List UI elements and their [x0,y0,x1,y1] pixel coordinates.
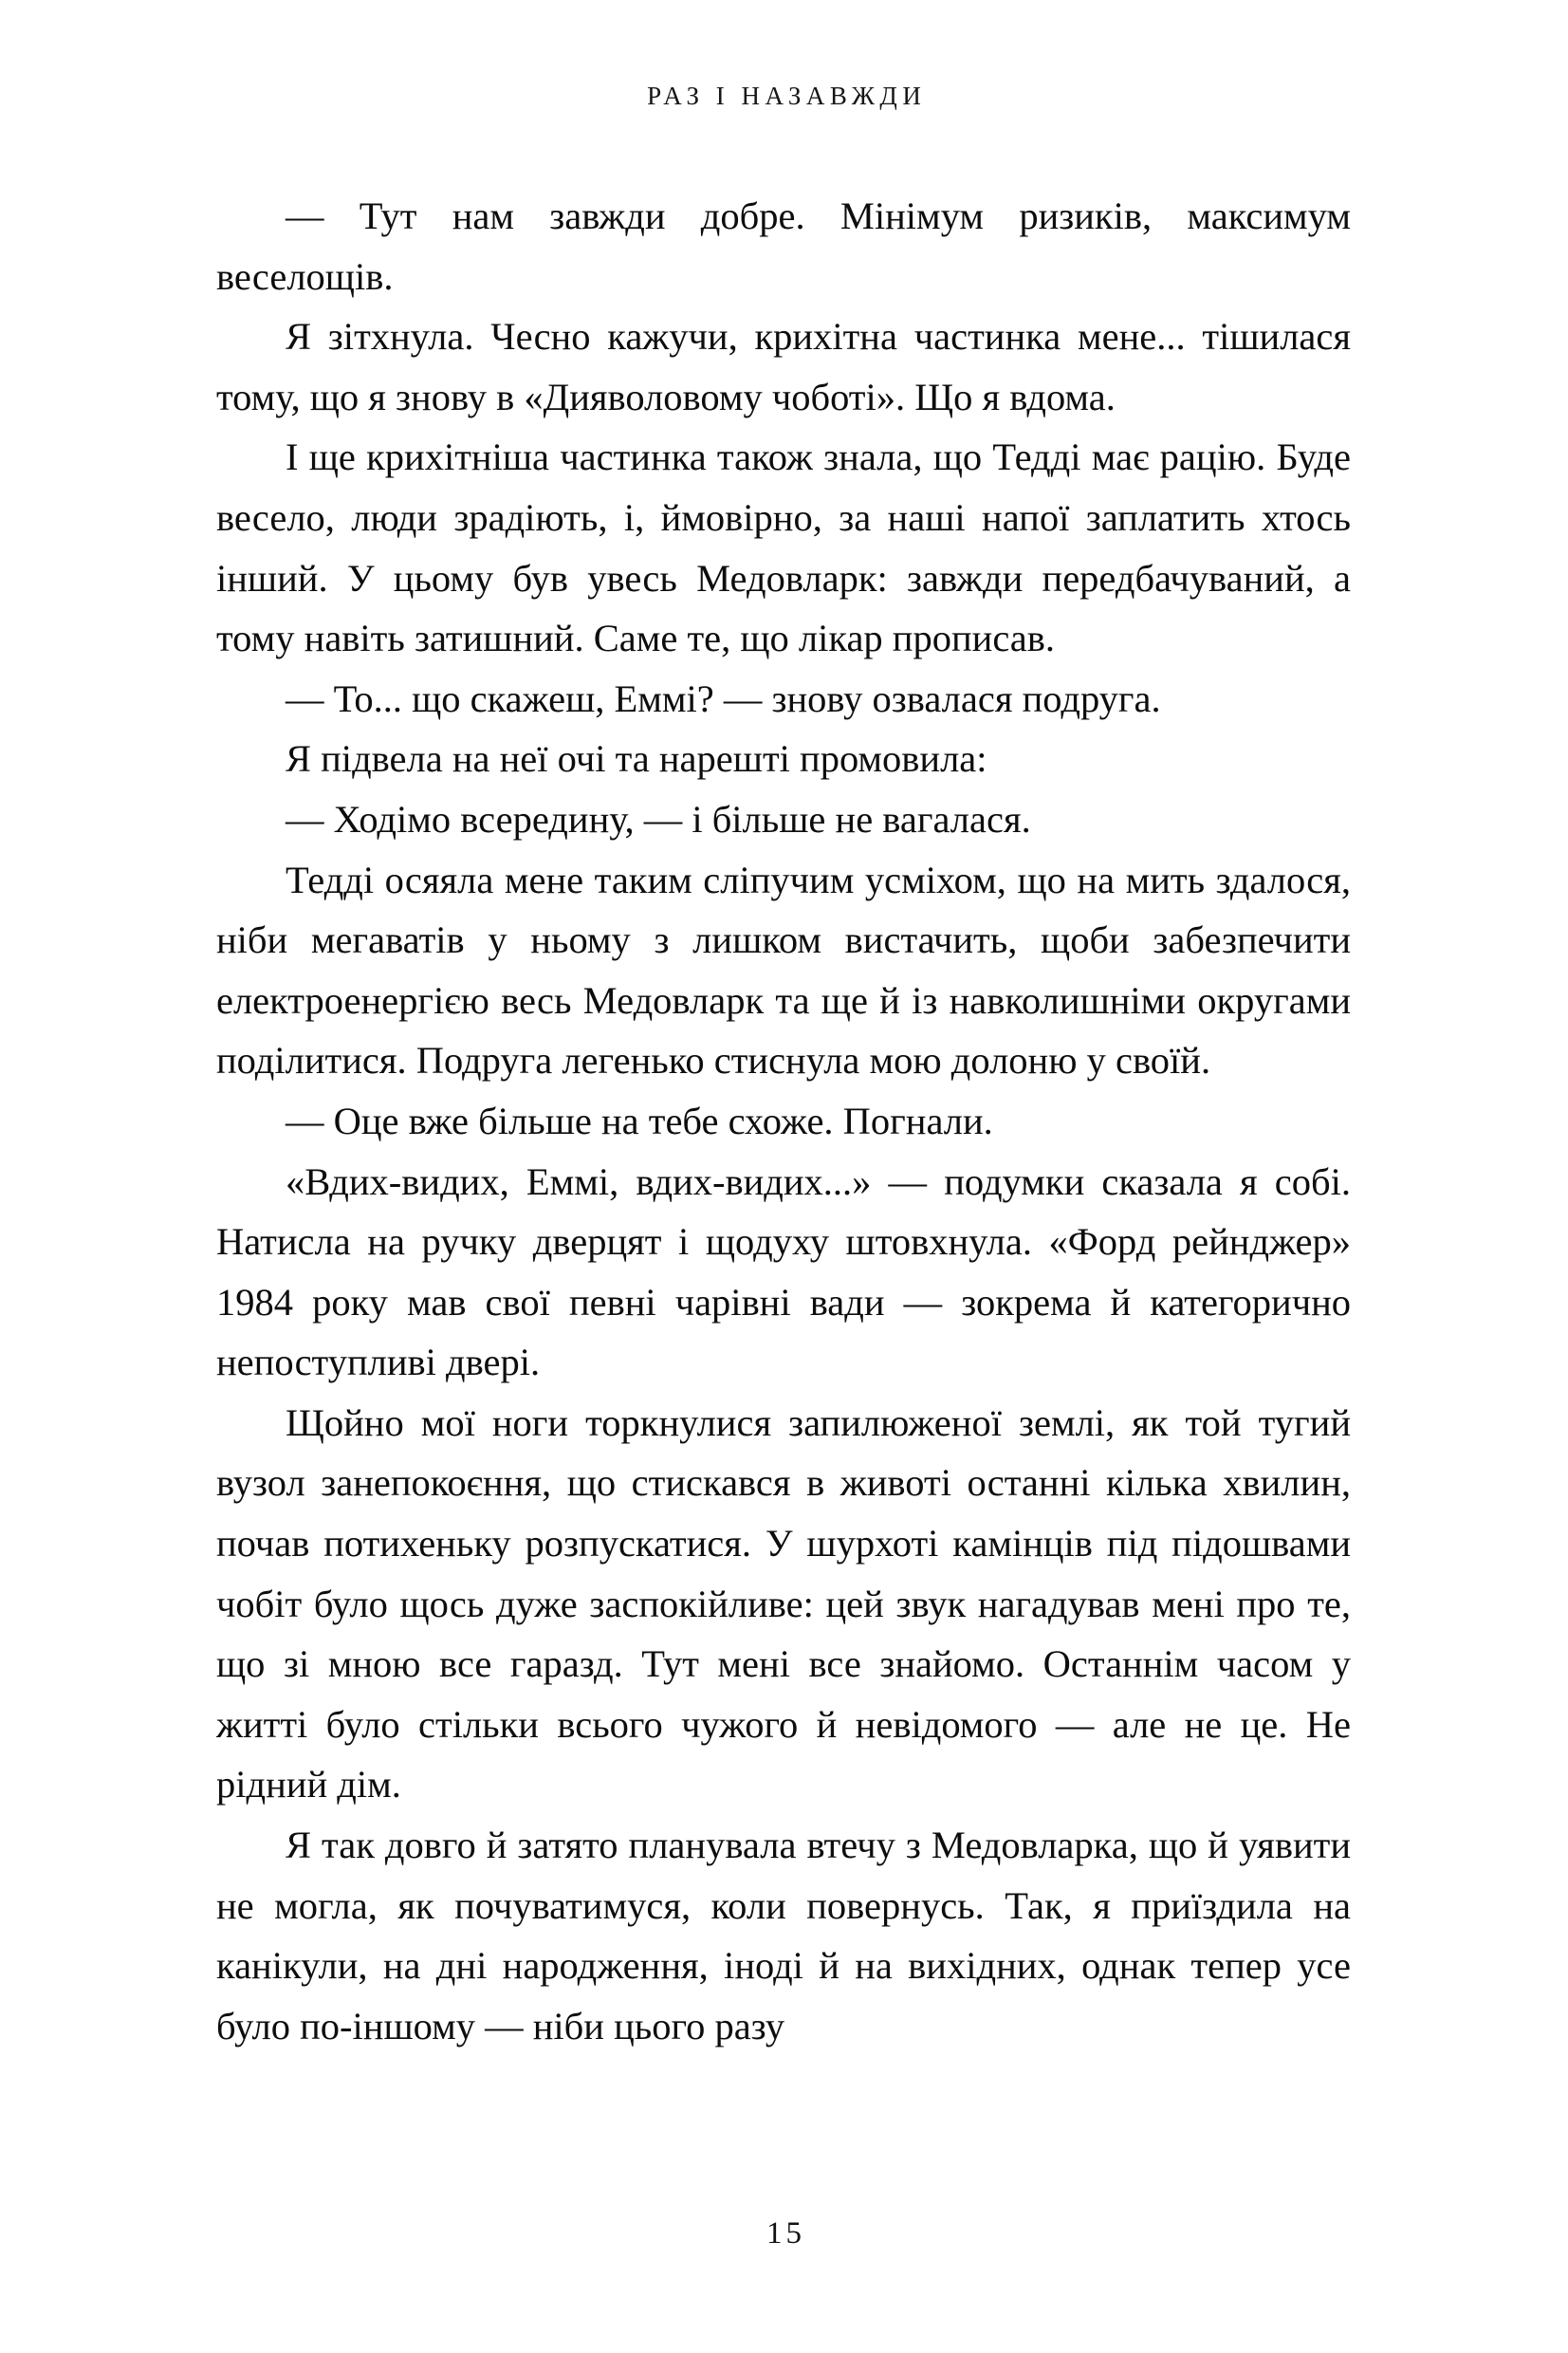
page-number: 15 [766,2216,805,2251]
paragraph: — Ходімо всередину, — і більше не вагалася. [286,797,1031,841]
paragraph: — Оце вже більше на тебе схоже. Погнали. [286,1099,993,1142]
paragraph: — То... що скажеш, Еммі? — знову озвалася подруга. [286,676,1161,720]
paragraph: Тедді осяяла мене таким сліпучим усміхом, що на мить здалося, ніби мегаватів у ньому з лишком вистачить, щоби забезпечити електроенергією весь Медовларк та ще й із навколишніми округами поділитися. Подруга легенько стиснула мою долоню у своїй. [216,858,1351,1083]
paragraph: Я підвела на неї очі та нарешті промовила: [286,737,987,781]
running-head: РАЗ І НАЗАВЖДИ [647,82,927,110]
paragraph: І ще крихітніша частинка також знала, що Тедді має рацію. Буде весело, люди зрадіють, і, ймовірно, за наші напої заплатить хтось інший. У цьому був увесь Медовларк: завжди передбачуваний, а тому навіть затишний. Саме те, що лікар прописав. [216,435,1351,660]
paragraph: Я так довго й затято планувала втечу з Медовларка, що й уявити не могла, як почуватимуся, коли повернусь. Так, я приїздила на канікули, на дні народження, іноді й на вихідних, однак тепер усе було по-іншому — ніби цього разу [216,1824,1351,2047]
paragraph: Я зітхнула. Чесно кажучи, крихітна частинка мене... тішилася тому, що я знову в «Дияволовому чоботі». Що я вдома. [216,315,1351,418]
paragraph: «Вдих-видих, Еммі, вдих-видих...» — подумки сказала я собі. Натисла на ручку дверцят і щодуху штовхнула. «Форд рейнджер» 1984 року мав свої певні чарівні вади — зокрема й категорично непоступливі двері. [216,1159,1351,1384]
body-text [216,186,1351,2056]
paragraph: Щойно мої ноги торкнулися запилюженої землі, як той тугий вузол занепокоєння, що стискався в животі останні кілька хвилин, почав потихеньку розпускатися. У шурхоті камінців під підошвами чобіт було щось дуже заспокійливе: цей звук нагадував мені про те, що зі мною все гаразд. Тут мені все знайомо. Останнім часом у житті було стільки всього чужого й невідомого — але не це. Не рідний дім. [216,1400,1351,1806]
paragraph: — Тут нам завжди добре. Мінімум ризиків, максимум веселощів. [216,195,1351,298]
